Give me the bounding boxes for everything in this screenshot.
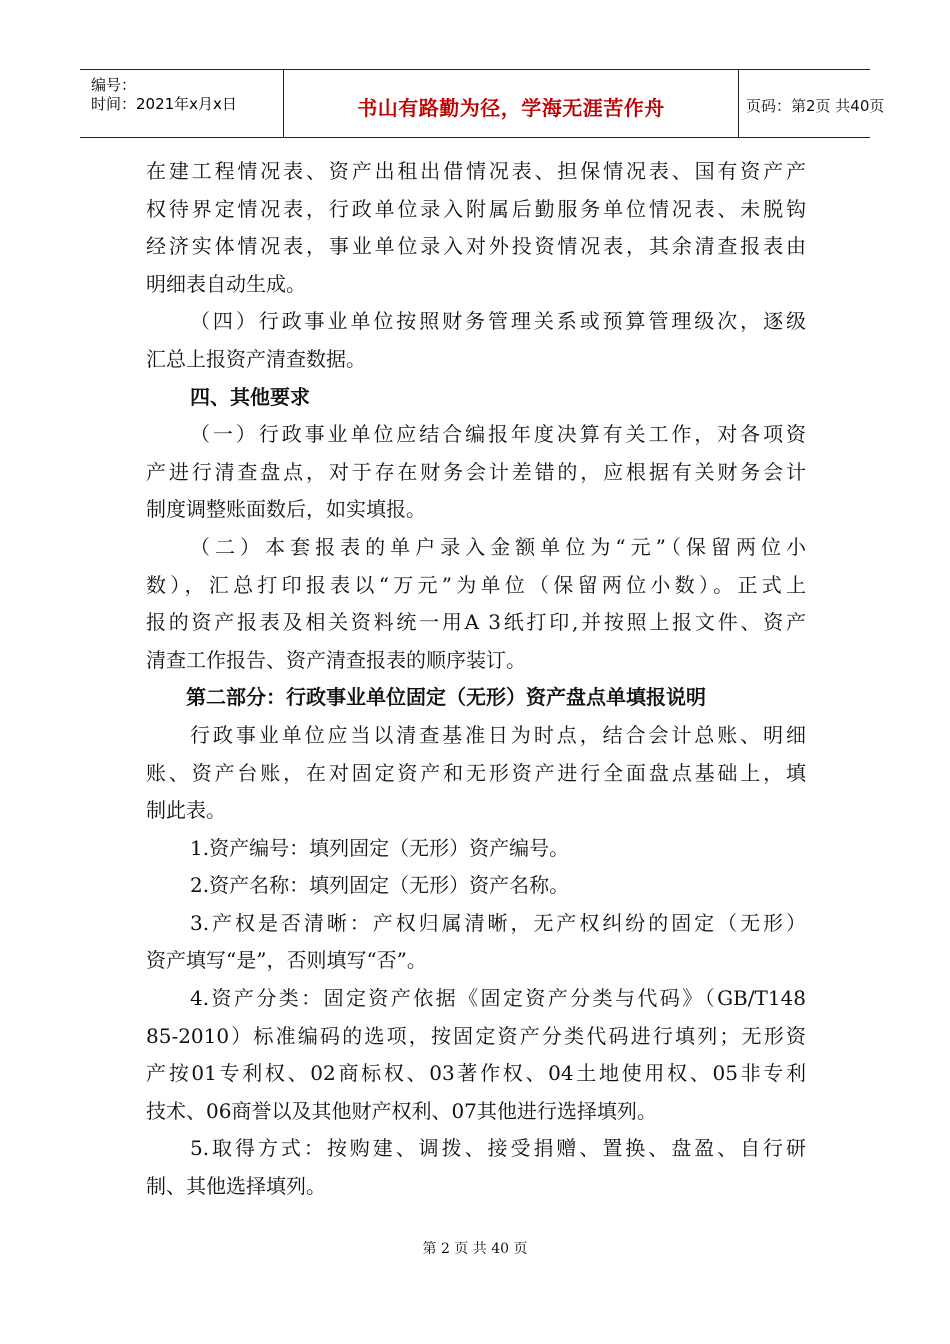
paragraph-line: 账、资产台账，在对固定资产和无形资产进行全面盘点基础上，填: [146, 760, 806, 785]
paragraph-line: 技术、06商誉以及其他财产权利、07其他进行选择填列。: [146, 1098, 657, 1123]
paragraph-line: 产进行清查盘点，对于存在财务会计差错的，应根据有关财务会计: [146, 459, 806, 484]
header-page-info: 页码：第2页 共40页: [746, 97, 885, 115]
paragraph-line: 行政事业单位应当以清查基准日为时点，结合会计总账、明细: [190, 722, 806, 747]
header-motto-cell: [283, 70, 739, 137]
paragraph-line: 制度调整账面数后，如实填报。: [146, 497, 426, 522]
list-item: 1.资产编号：填列固定（无形）资产编号。: [190, 835, 570, 860]
paragraph-line: （二）本套报表的单户录入金额单位为“元”（保留两位小: [190, 534, 806, 559]
header-motto: 书山有路勤为径，学海无涯苦作舟: [357, 96, 665, 120]
page-footer: 第 2 页 共 40 页: [422, 1241, 528, 1257]
paragraph-line: 产按01专利权、02商标权、03著作权、04土地使用权、05非专利: [146, 1061, 806, 1086]
paragraph-line: 权待界定情况表，行政单位录入附属后勤服务单位情况表、未脱钩: [146, 196, 806, 221]
paragraph-line: 明细表自动生成。: [146, 271, 306, 296]
paragraph-line: 经济实体情况表，事业单位录入对外投资情况表，其余清查报表由: [146, 234, 806, 259]
paragraph-line: 清查工作报告、资产清查报表的顺序装订。: [146, 647, 526, 672]
paragraph-line: 85-2010）标准编码的选项，按固定资产分类代码进行填列；无形资: [146, 1023, 806, 1048]
paragraph-line: 制、其他选择填列。: [146, 1174, 326, 1199]
document-body: [146, 153, 806, 1206]
paragraph-line: 资产填写“是”，否则填写“否”。: [146, 948, 427, 973]
paragraph-line: （一）行政事业单位应结合编报年度决算有关工作，对各项资: [190, 422, 806, 447]
paragraph-line: 在建工程情况表、资产出租出借情况表、担保情况表、国有资产产: [146, 159, 806, 183]
document-header: [80, 69, 885, 138]
document-number-label: 编号：: [91, 76, 137, 94]
part-heading: 第二部分：行政事业单位固定（无形）资产盘点单填报说明: [186, 685, 706, 710]
list-item: 3.产权是否清晰：产权归属清晰，无产权纠纷的固定（无形）: [190, 910, 806, 935]
list-item: 2.资产名称：填列固定（无形）资产名称。: [190, 873, 570, 898]
paragraph-line: （四）行政事业单位按照财务管理关系或预算管理级次，逐级: [190, 309, 806, 334]
header-meta-cell: [80, 70, 283, 137]
paragraph-line: 制此表。: [146, 798, 226, 823]
paragraph-line: 数），汇总打印报表以“万元”为单位（保留两位小数）。正式上: [146, 572, 806, 597]
paragraph-line: 报的资产报表及相关资料统一用A 3纸打印,并按照上报文件、资产: [146, 610, 806, 635]
document-date-label: 时间：2021年x月x日: [91, 95, 237, 113]
header-page-cell: [738, 70, 885, 137]
list-item: 5.取得方式：按购建、调拨、接受捐赠、置换、盘盈、自行研: [190, 1136, 806, 1161]
section-heading: 四、其他要求: [190, 384, 310, 409]
list-item: 4.资产分类：固定资产依据《固定资产分类与代码》（GB/T148: [190, 986, 806, 1011]
paragraph-line: 汇总上报资产清查数据。: [146, 346, 366, 371]
